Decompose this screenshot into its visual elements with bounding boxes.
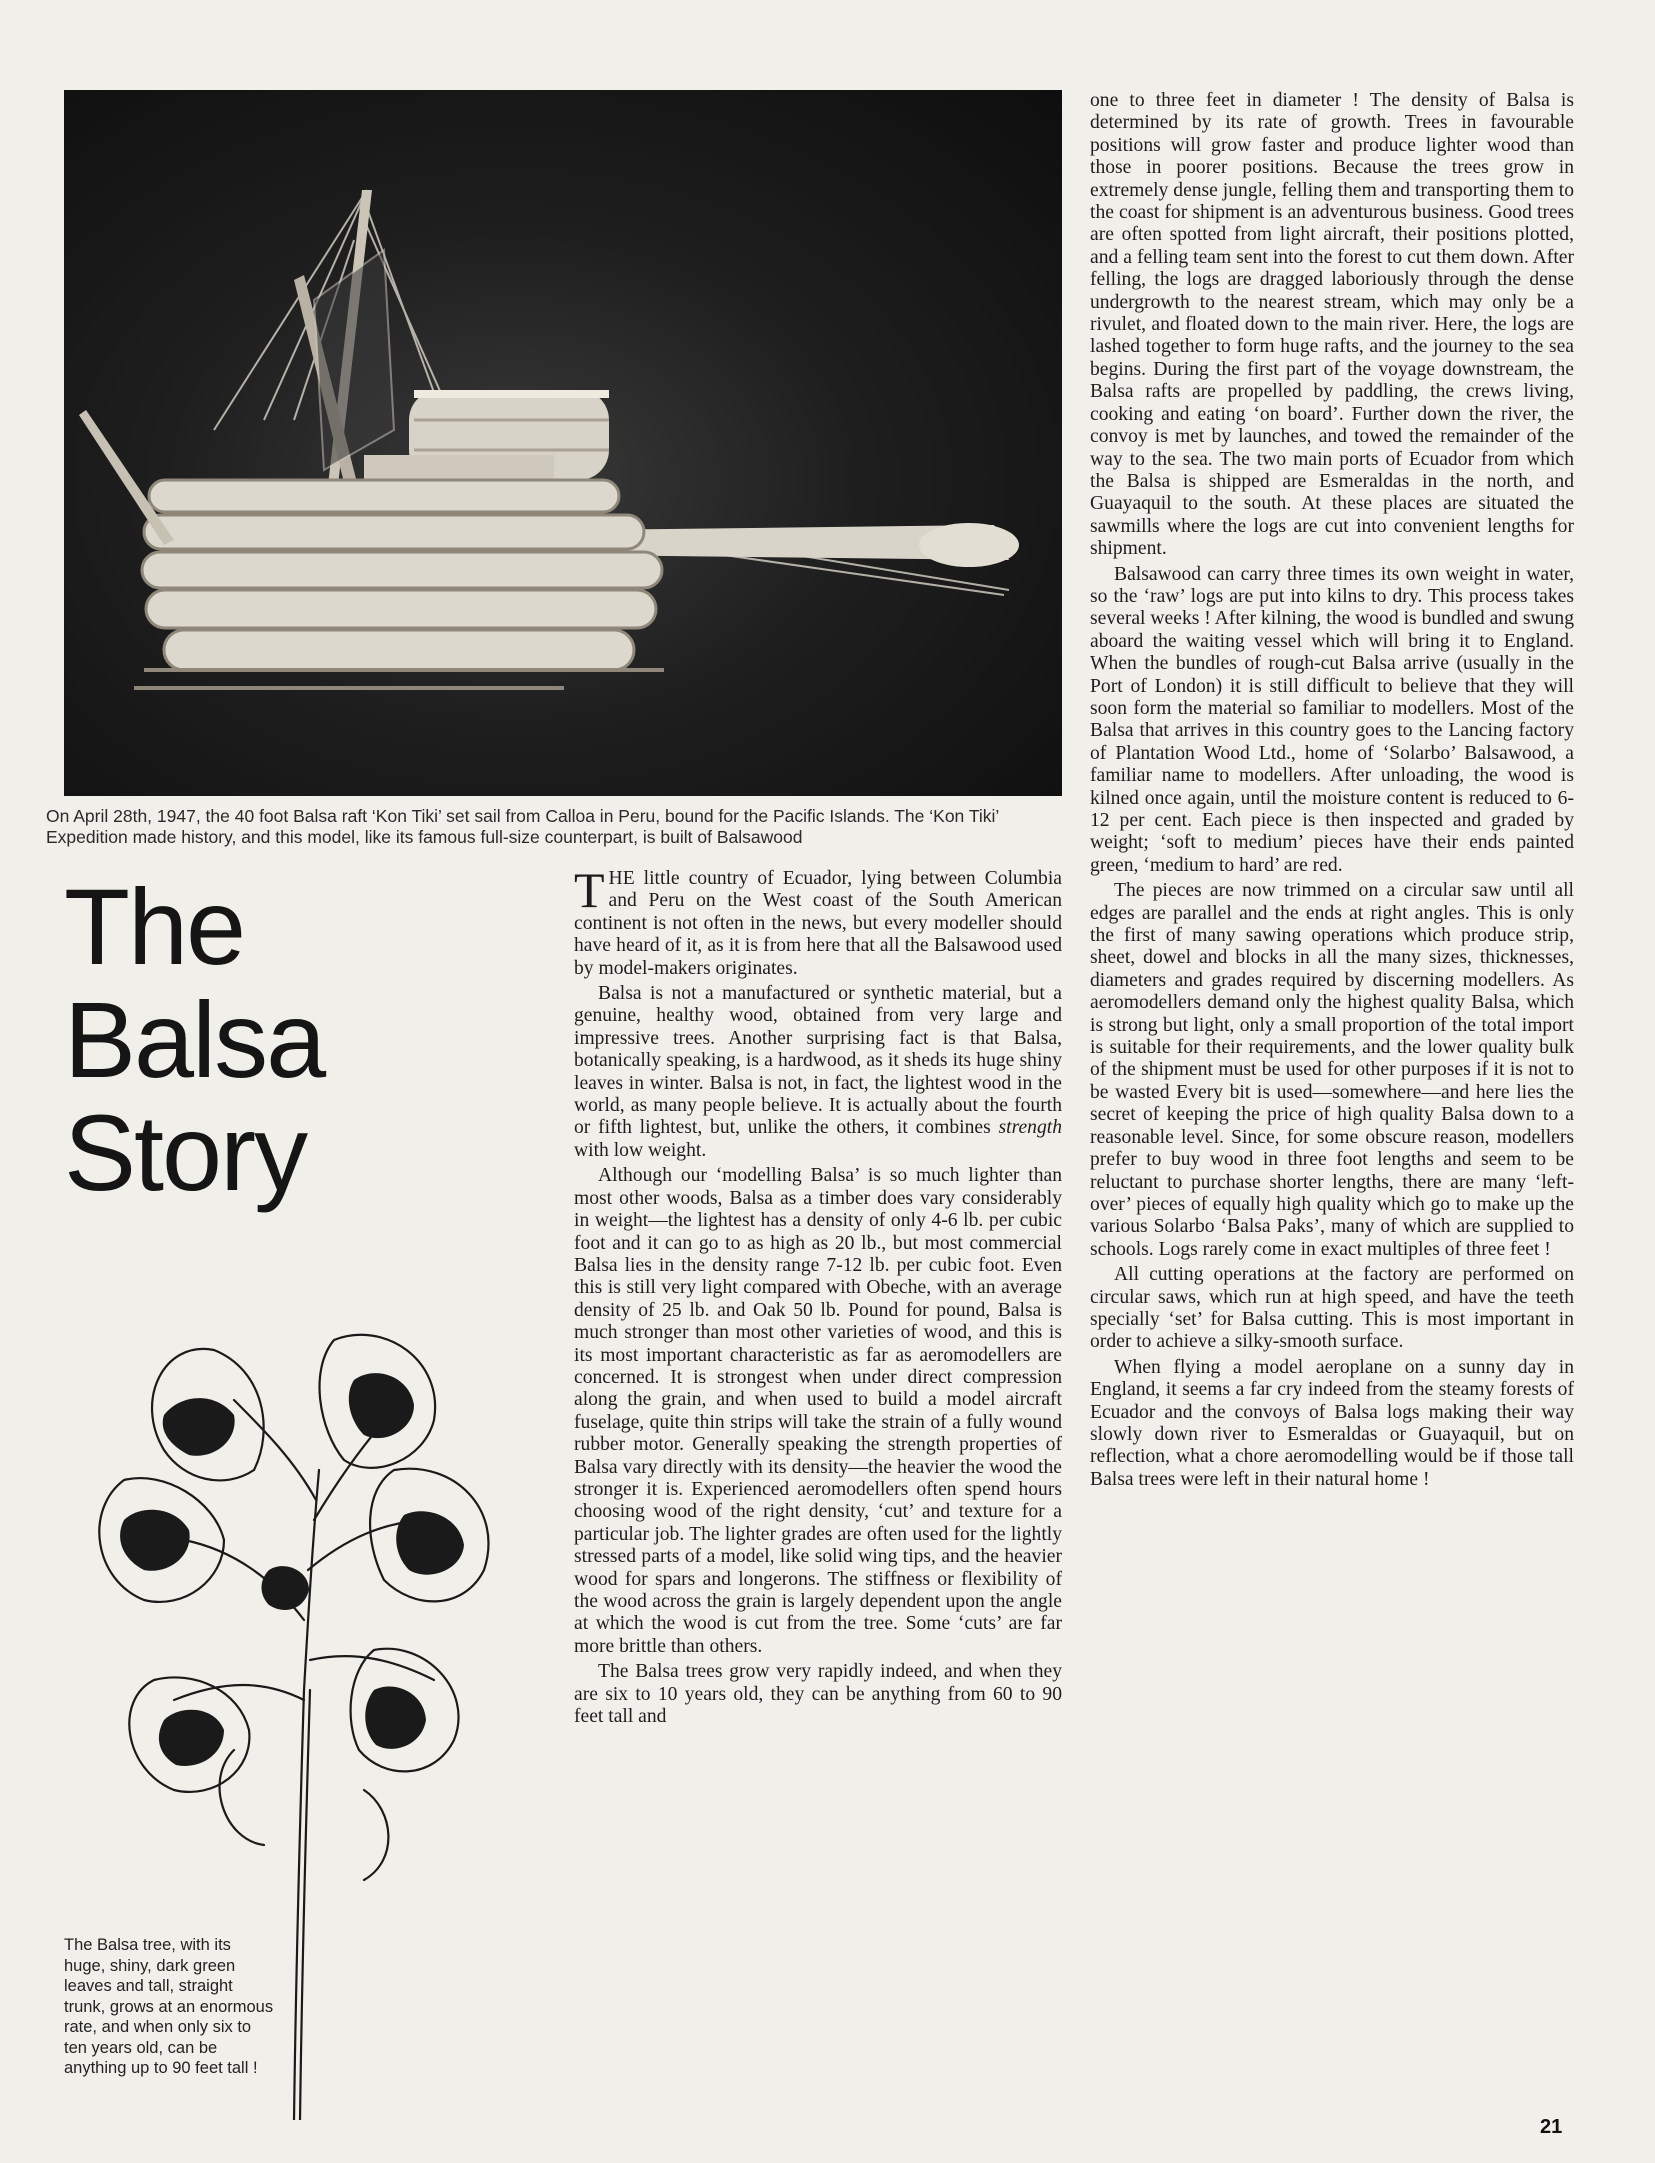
paragraph-text: HE little country of Ecuador, lying between Columbia and Peru on the West coast of the South American continent is not often in the news, but every modeller should have heard of it, as it is from here that all the Balsawood used by model-makers originates. [574, 868, 1062, 979]
paragraph: one to three feet in diameter ! The density of Balsa is determined by its rate of growth. Trees in favourable positions will grow faster and produce lighter wood than those in poorer positions. Because the trees grow in extremely dense jungle, felling them and transporting them to the coast for shipment is an adventurous business. Good trees are often spotted from light aircraft, their positions plotted, and a felling team sent into the forest to cut them down. After felling, the logs are dragged laboriously through the dense undergrowth to the nearest stream, which may only be a rivulet, and floated down to the main river. Here, the logs are lashed together to form huge rafts, and the journey to the sea begins. During the first part of the voyage downstream, the Balsa rafts are propelled by paddling, the crews living, cooking and eating ‘on board’. Further down the river, the convoy is met by launches, and towed the remainder of the way to the sea. The two main ports of Ecuador from which the Balsa is shipped are Esmeraldas in the north, and Guayaquil to the south. At these places are situated the sawmills where the logs are cut into convenient lengths for shipment. [1090, 90, 1574, 560]
kon-tiki-photo [64, 90, 1062, 796]
paragraph: The Balsa trees grow very rapidly indeed, and when they are six to 10 years old, they can be anything from 60 to 90 feet tall and [574, 1661, 1062, 1728]
paragraph: All cutting operations at the factory are performed on circular saws, which run at high speed, and have the teeth specially ‘set’ for Balsa cutting. This is most important in order to achieve a silky-smooth surface. [1090, 1264, 1574, 1353]
drop-cap: T [574, 862, 605, 918]
article-title [64, 866, 564, 1213]
paragraph: Although our ‘modelling Balsa’ is so much lighter than most other woods, Balsa as a timber does vary considerably in weight—the lightest has a density of only 4-6 lb. per cubic foot and it can go to as high as 20 lb., but most commercial Balsa lies in the density range 7-12 lb. per cubic foot. Even this is still very light compared with Obeche, with an average density of 25 lb. and Oak 50 lb. Pound for pound, Balsa is much stronger than most other varieties of wood, and this is its most important characteristic as far as aeromodellers are concerned. It is strongest when under direct compression along the grain, and when used to build a model aircraft fuselage, quite thin strips will take the strain of a fully wound rubber motor. Generally speaking the strength properties of Balsa vary directly with its density—the heavier the wood the stronger it is. Experienced aeromodellers often spend hours choosing wood of the right density, ‘cut’ and texture for a particular job. The lighter grades are often used for the lightly stressed parts of a model, like solid wing tips, and the heavier wood for spars and longerons. The stiffness or flexibility of the wood across the grain is largely dependent upon the angle at which the wood is cut from the tree. Some ‘cuts’ are far more brittle than others. [574, 1165, 1062, 1657]
title-line-3: Story [64, 1092, 307, 1213]
raft-model-illustration [64, 90, 1062, 796]
paragraph: When flying a model aeroplane on a sunny day in England, it seems a far cry indeed from the steamy forests of Ecuador and the convoys of Balsa logs making their way slowly down river to Esmeraldas or Guayaquil, but on reflection, what a chore aeromodelling would be if those tall Balsa trees were left in their natural home ! [1090, 1356, 1574, 1490]
paragraph: Balsawood can carry three times its own weight in water, so the ‘raw’ logs are put into kilns to dry. This process takes several weeks ! After kilning, the wood is bundled and swung aboard the waiting vessel which will bring it to England. When the bundles of rough-cut Balsa arrive (usually in the Port of London) it is still difficult to believe that they will soon form the material so familiar to modellers. Most of the Balsa that arrives in this country goes to the Lancing factory of Plantation Wood Ltd., home of ‘Solarbo’ Balsawood, a familiar name to modellers. After unloading, the wood is kilned once again, until the moisture content is reduced to 6-12 per cent. Each piece is then inspected and graded by weight; ‘soft to medium’ pieces have their ends painted green, ‘medium to hard’ are red. [1090, 563, 1574, 876]
tree-caption: The Balsa tree, with its huge, shiny, dark green leaves and tall, straight trunk, grows at an enormous rate, and when only six to ten years old, can be anything up to 90 feet tall ! [64, 1936, 274, 2077]
emphasis: strength [998, 1117, 1062, 1139]
article-column-middle [574, 862, 1062, 1731]
paragraph: The pieces are now trimmed on a circular saw until all edges are parallel and the ends at right angles. This is only the first of many sawing operations which produce strip, sheet, dowel and blocks in all the many sizes, thicknesses, diameters and grades required by discerning modellers. As aeromodellers demand only the highest quality Balsa, which is strong but light, only a small proportion of the total import is suitable for their requirements, and the lower quality bulk of the shipment must be used for other purposes if it is not to be wasted Every bit is used—somewhere—and here lies the secret of keeping the price of high quality Balsa down to a reasonable level. Since, for some obscure reason, modellers prefer to buy wood in three foot lengths and seem to be reluctant to purchase shorter lengths, there are many ‘left-over’ pieces of equally high quality which go to make up the various Solarbo ‘Balsa Paks’, many of which are supplied to schools. Logs rarely come in exact multiples of three feet ! [1090, 880, 1574, 1260]
page-number: 21 [1540, 2116, 1563, 2138]
paragraph [574, 862, 1062, 980]
article-column-right [1090, 90, 1574, 1494]
title-line-1: The [64, 866, 245, 987]
title-line-2: Balsa [64, 979, 325, 1100]
photo-caption: On April 28th, 1947, the 40 foot Balsa raft ‘Kon Tiki’ set sail from Calloa in Peru, bound for the Pacific Islands. The ‘Kon Tiki’ Expedition made history, and this model, like its famous full-size counterpart, is built of Balsawood [46, 806, 999, 847]
paragraph: Balsa is not a manufactured or synthetic material, but a genuine, healthy wood, obtained from very large and impressive trees. Another surprising fact is that Balsa, botanically speaking, is a hardwood, as it sheds its huge shiny leaves in winter. Balsa is not, in fact, the lightest wood in the world, as many people believe. It is actually about the fourth or fifth lightest, but, unlike the others, it combines strength with low weight. [574, 983, 1062, 1161]
